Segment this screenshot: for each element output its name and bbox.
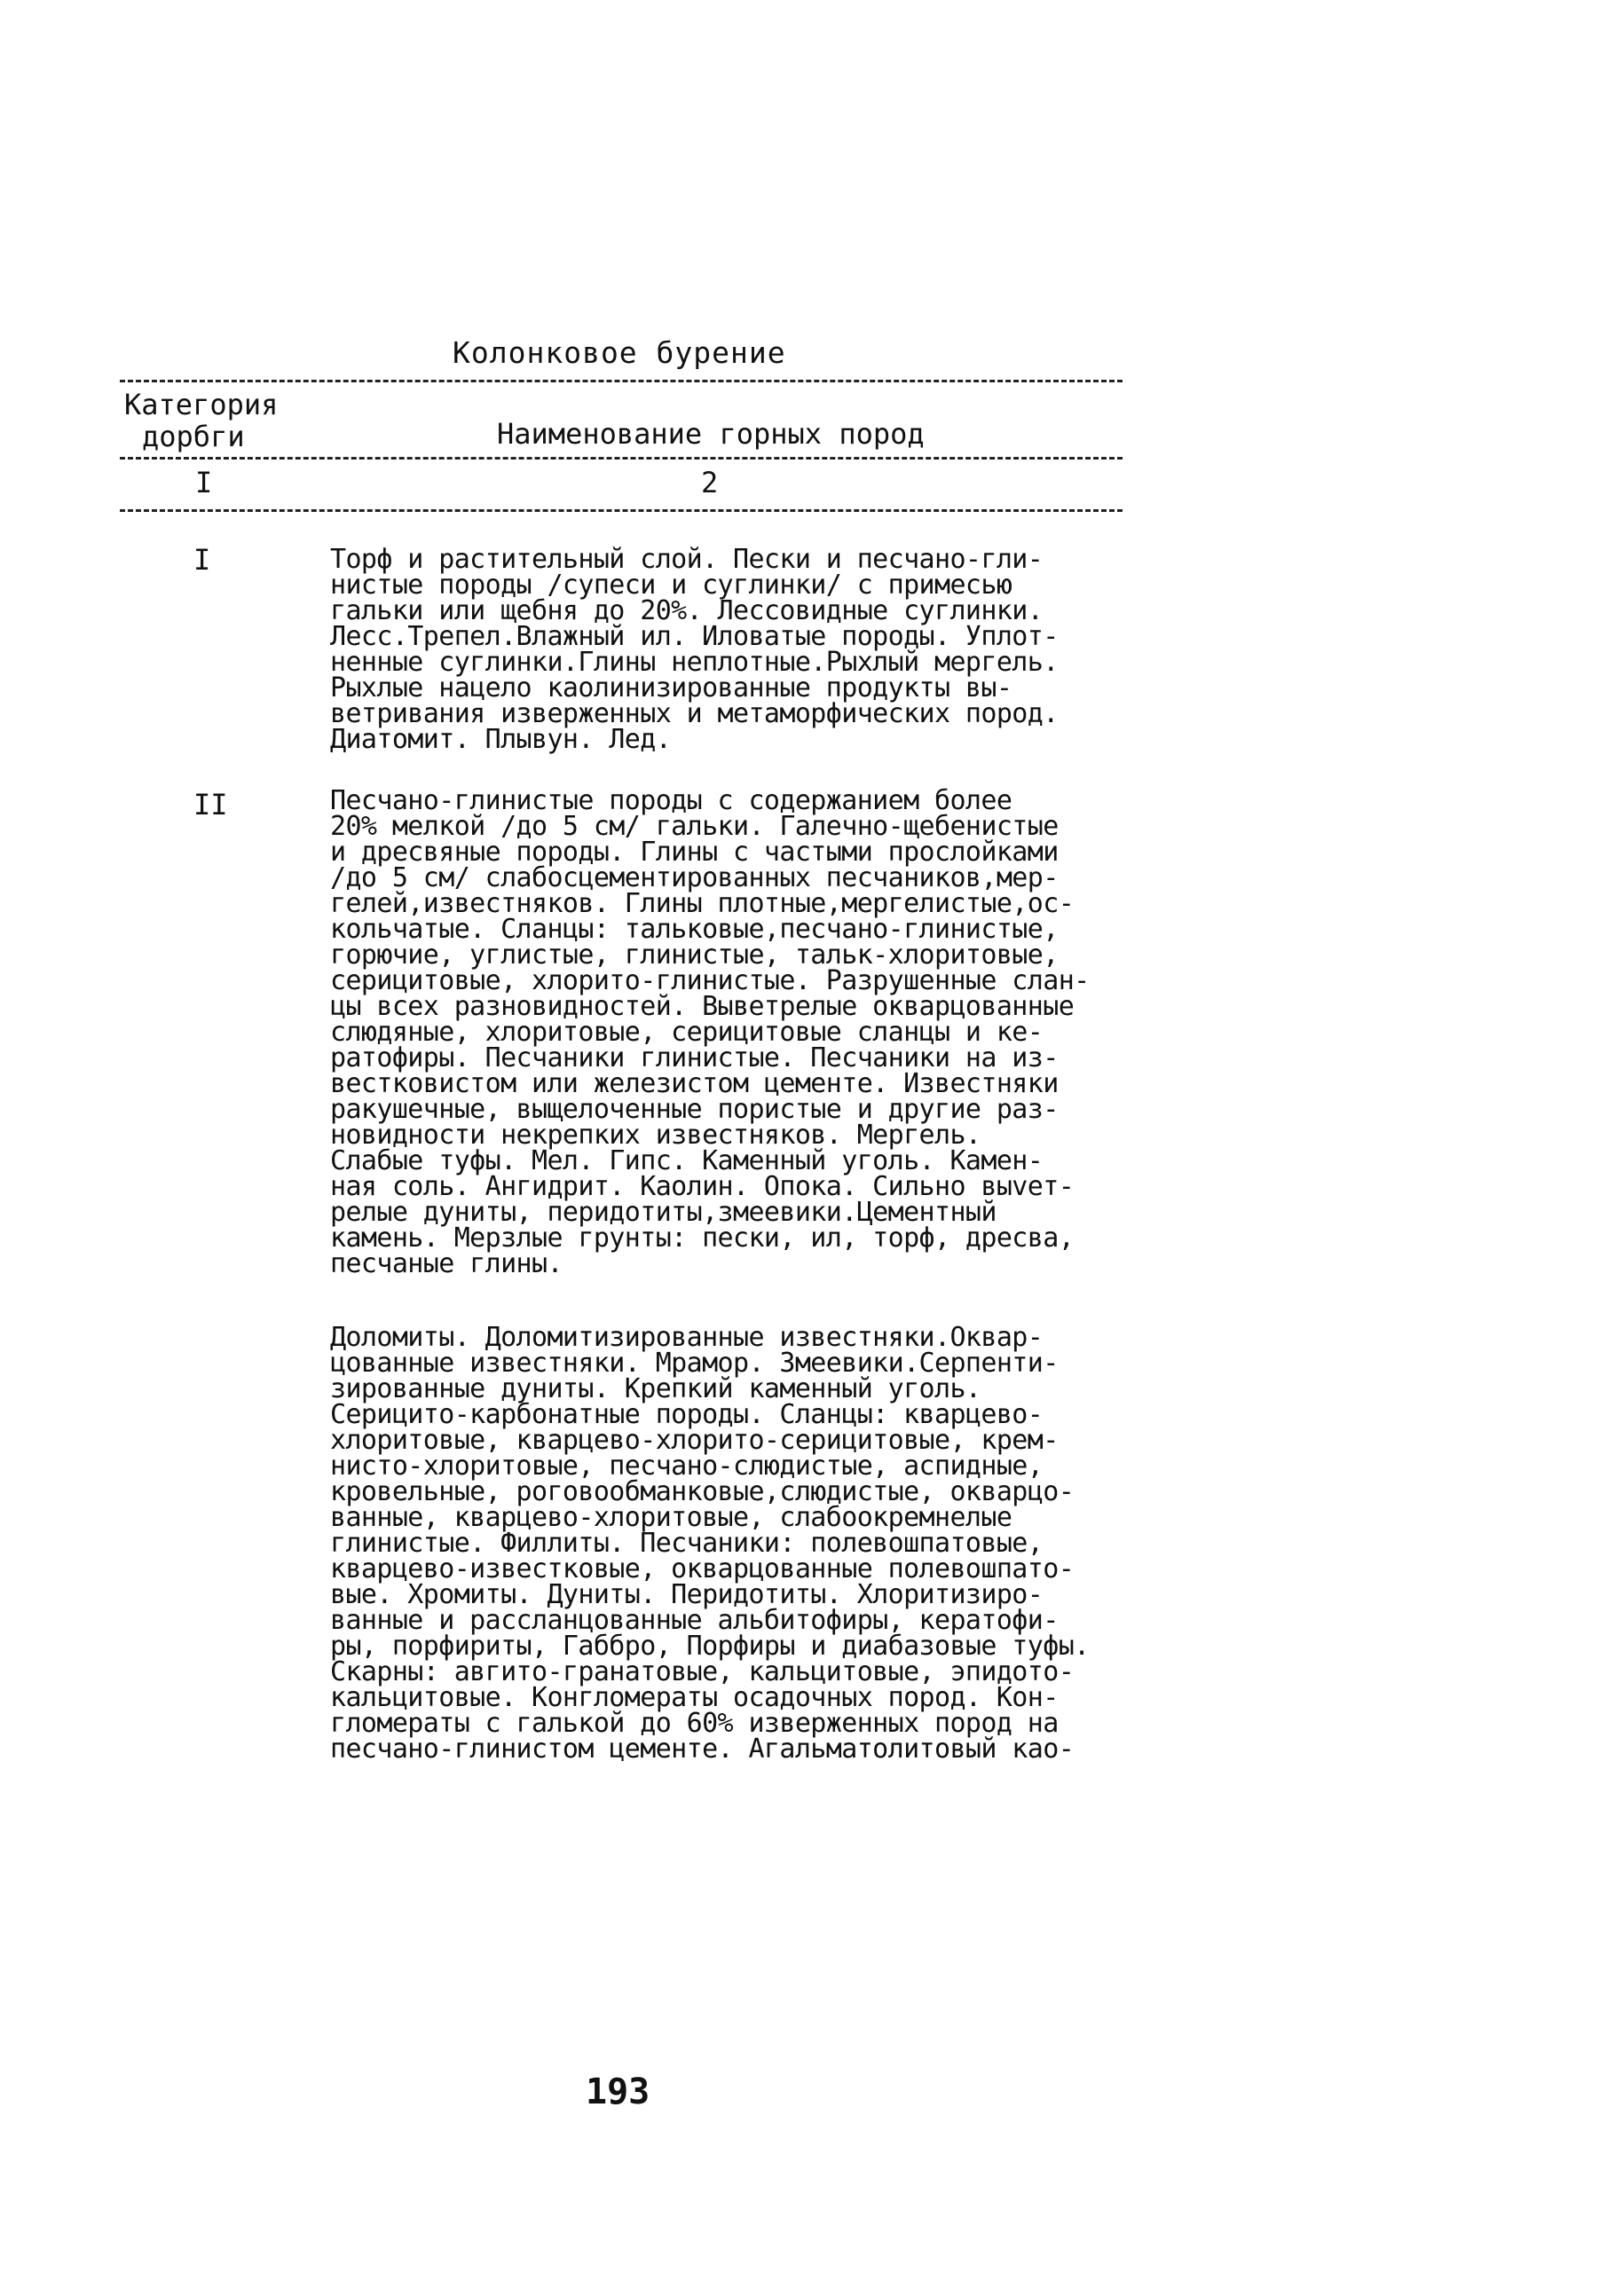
row-description: Песчано-глинистые породы с содержанием более 20% мелкой /до 5 см/ гальки. Галечно-щебенистые и дресвяные породы. Глины с частыми прослойками /до 5 см/ слабосцементированных песчаников,мер- гелей,известняков. Глины плотные,мергелистые,ос- кольчатые. Сланцы: тальковые,песчано-глинистые, горючие, углистые, глинистые, тальк-хлоритовые, серицитовые, хлорито-глинистые. Разрушенные слан- цы всех разновидностей. Выветрелые окварцованные слюдяные, хлоритовые, серицитовые сланцы и ке- ратофиры. Песчаники глинистые. Песчаники на из- вестковистом или железистом цементе. Известняки ракушечные, выщелоченные пористые и другие раз- новидности некрепких известняков. Мергель. Слабые туфы. Мел. Гипс. Каменный уголь. Камен- ная соль. Ангидрит. Каолин. Опока. Сильно выvет- релые дуниты, перидотиты,змеевики.Цементный камень. Мерзлые грунты: пески, ил, торф, дресва, песчаные глины.	[330, 785, 1090, 1279]
divider	[120, 457, 1123, 460]
page-title: Колонковое бурение	[453, 335, 786, 370]
header-col1-number: I	[195, 466, 213, 499]
header-rock-names: Наименование горных пород	[497, 417, 925, 451]
row-description: Доломиты. Доломитизированные известняки.Оквар- цованные известняки. Мрамор. Змеевики.Серпенти- зированные дуниты. Крепкий каменный уголь. Серицито-карбонатные породы. Сланцы: кварцево- хлоритовые, кварцево-хлорито-серицитовые, крем- нисто-хлоритовые, песчано-слюдистые, аспидные, кровельные, роговообманковые,слюдистые, окварцо- ванные, кварцево-хлоритовые, слабоокремнелые глинистые. Филлиты. Песчаники: полевошпатовые, кварцево-известковые, окварцованные полевошпато- вые. Хромиты. Дуниты. Перидотиты. Хлоритизиро- ванные и рассланцованные альбитофиры, кератофи- ры, порфириты, Габбро, Порфиры и диабазовые туфы. Скарны: авгито-гранатовые, кальцитовые, эпидото- кальцитовые. Конгломераты осадочных пород. Кон- гломераты с галькой до 60% изверженных пород на песчано-глинистом цементе. Агальматолитовый кao-	[330, 1322, 1090, 1765]
header-col2-number: 2	[701, 466, 719, 499]
divider	[120, 380, 1123, 382]
row-description: Торф и растительный слой. Пески и песчано-гли- нистые породы /супеси и суглинки/ с примесью гальки или щебня до 20%. Лессовидные суглинки. Лесс.Трепел.Влажный ил. Иловатые породы. Уплот- ненные суглинки.Глины неплотные.Рыхлый мергель. Рыхлые нацело каолинизированные продукты вы- ветривания изверженных и метаморфических пород. Диатомит. Плывун. Лед.	[330, 544, 1059, 755]
header-category-line2: дорбги	[142, 420, 245, 453]
page-number: 193	[586, 2072, 650, 2112]
divider	[120, 509, 1123, 512]
header-category-line1: Категория	[124, 388, 279, 421]
row-category: I	[193, 543, 211, 577]
row-category: II	[193, 788, 228, 822]
